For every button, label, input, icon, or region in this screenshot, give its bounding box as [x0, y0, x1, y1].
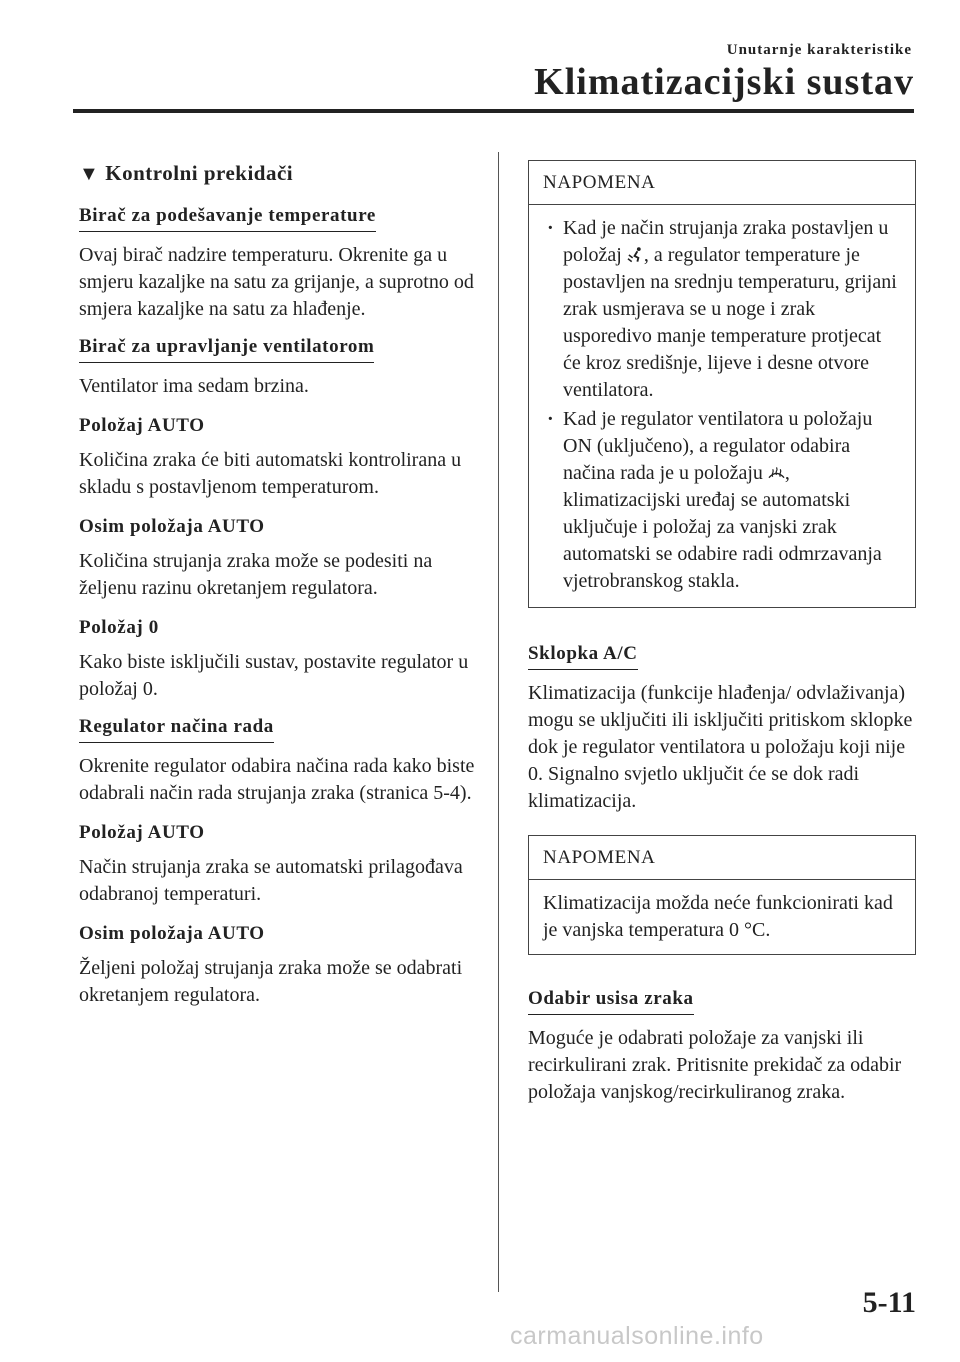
fan-heading: Birač za upravljanje ventilatorom	[79, 334, 374, 363]
note-heading-2: NAPOMENA	[529, 836, 915, 880]
note-item-1	[543, 215, 901, 404]
note-item-1-text-a: Kad je način strujanja zraka postavljen u položaj	[563, 217, 889, 266]
fan-other-text: Količina strujanja zraka može se podesiti na željenu razinu okretanjem regulatora.	[79, 550, 433, 599]
note-box-2	[528, 835, 916, 955]
intake-text: Moguće je odabrati položaje za vanjski ili recirkulirani zrak. Pritisnite prekidač za odabir položaja vanjskog/recirkuliranog zraka.	[528, 1027, 902, 1103]
temp-heading: Birač za podešavanje temperature	[79, 203, 376, 232]
header-title: Klimatizacijski sustav	[534, 61, 914, 103]
note-item-2-text-a: Kad je regulator ventilatora u položaju ON (uključeno), a regulator odabira načina rada je u položaju	[563, 408, 873, 484]
temp-text: Ovaj birač nadzire temperaturu. Okrenite ga u smjeru kazaljke na satu za grijanje, a suprotno od smjera kazaljke na satu za hlađenje.	[79, 244, 474, 320]
mode-other-text: Željeni položaj strujanja zraka može se odabrati okretanjem regulatora.	[79, 957, 463, 1006]
note-heading-1: NAPOMENA	[529, 161, 915, 205]
section-title	[79, 160, 479, 188]
floor-vent-icon	[627, 246, 644, 264]
note-box-1	[528, 160, 916, 608]
left-column	[79, 160, 479, 1019]
header-rule	[73, 109, 914, 113]
windshield-defrost-icon	[768, 464, 785, 482]
note-item-1-text-b: , a regulator temperature je postavljen na srednju temperaturu, grijani zrak usmjerava se u noge i zrak usporedivo manje temperature protjecat će kroz središnje, lijeve i desne otvore ventilatora.	[563, 244, 897, 401]
right-column	[528, 160, 916, 1116]
fan-auto-label: Položaj AUTO	[79, 415, 205, 436]
ac-text: Klimatizacija (funkcije hlađenja/ odvlaživanja) mogu se uključiti ili isključiti pritiskom sklopke dok je regulator ventilatora u položaju koji nije 0. Signalno svjetlo uključit će se dok radi klimatizacija.	[528, 682, 913, 812]
fan-zero-label: Položaj 0	[79, 617, 159, 638]
ac-heading: Sklopka A/C	[528, 641, 638, 670]
intake-heading: Odabir usisa zraka	[528, 986, 694, 1015]
fan-zero-text: Kako biste isključili sustav, postavite regulator u položaj 0.	[79, 651, 469, 700]
section-marker-icon: ▼	[79, 163, 100, 185]
page-number: 5-11	[862, 1286, 916, 1319]
fan-other-label: Osim položaja AUTO	[79, 516, 265, 537]
fan-auto-text: Količina zraka će biti automatski kontrolirana u skladu s postavljenom temperaturom.	[79, 449, 462, 498]
note-2-text: Klimatizacija možda neće funkcionirati kad je vanjska temperatura 0 °C.	[543, 892, 893, 941]
watermark-text: carmanualsonline.info	[510, 1322, 764, 1350]
fan-text: Ventilator ima sedam brzina.	[79, 375, 309, 397]
note-item-2-text-b: , klimatizacijski uređaj se automatski uključuje i položaj za vanjski zrak automatski se odabire radi odmrzavanja vjetrobranskog stakla.	[563, 462, 882, 592]
note-item-2	[543, 406, 901, 595]
mode-auto-text: Način strujanja zraka se automatski prilagođava odabranoj temperaturi.	[79, 856, 463, 905]
mode-heading: Regulator načina rada	[79, 714, 274, 743]
mode-auto-label: Položaj AUTO	[79, 822, 205, 843]
column-divider	[498, 152, 499, 1292]
mode-text: Okrenite regulator odabira načina rada kako biste odabrali način rada strujanja zraka (stranica 5-4).	[79, 755, 475, 804]
section-title-text: Kontrolni prekidači	[105, 161, 294, 185]
mode-other-label: Osim položaja AUTO	[79, 923, 265, 944]
header-subtitle: Unutarnje karakteristike	[726, 42, 912, 58]
